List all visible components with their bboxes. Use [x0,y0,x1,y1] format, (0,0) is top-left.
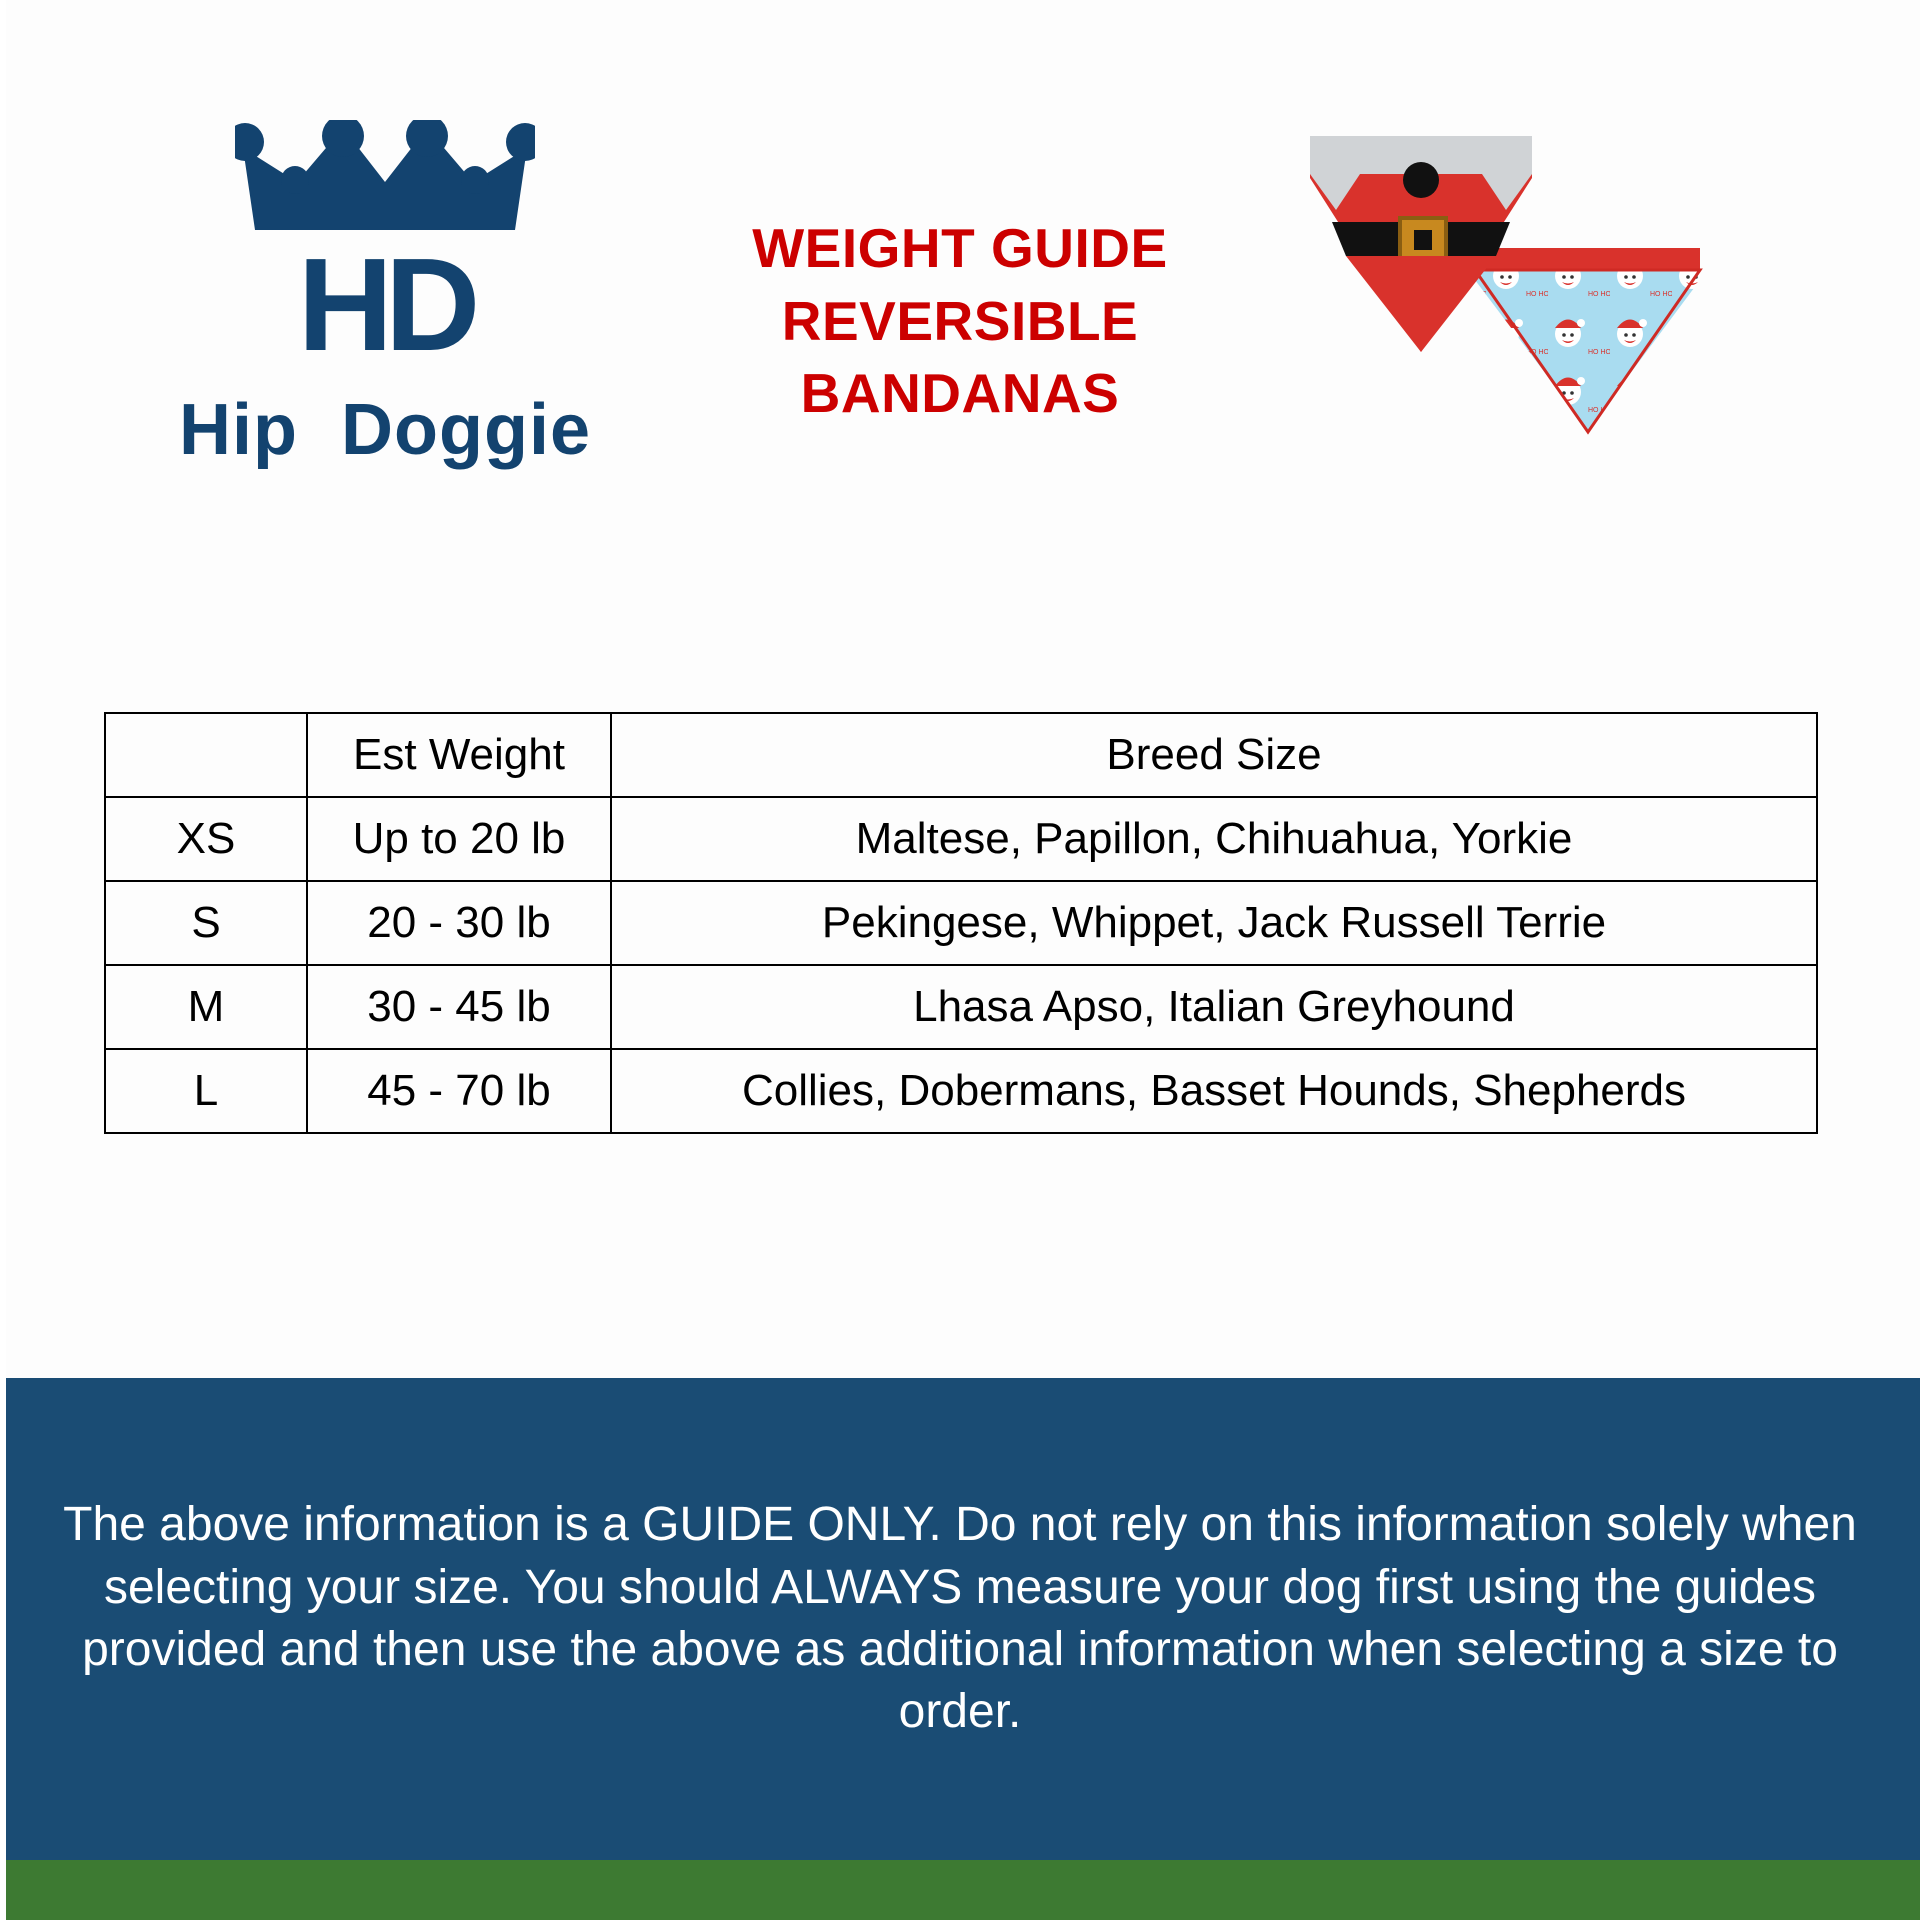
size-table-wrapper [104,712,1818,1134]
cell-breed: Lhasa Apso, Italian Greyhound [611,965,1817,1049]
brand-logo [140,120,630,471]
cell-breed: Maltese, Papillon, Chihuahua, Yorkie [611,797,1817,881]
cell-breed: Pekingese, Whippet, Jack Russell Terrie [611,881,1817,965]
cell-weight: 20 - 30 lb [307,881,611,965]
table-row [105,1049,1817,1133]
cell-size: S [105,881,307,965]
cell-weight: Up to 20 lb [307,797,611,881]
bandana-reverse-side [1475,248,1700,432]
footer-accent-bar [0,1860,1920,1920]
cell-breed: Collies, Dobermans, Basset Hounds, Shepherds [611,1049,1817,1133]
disclaimer-text: The above information is a GUIDE ONLY. Do not rely on this information solely when selecting your size. You should ALWAYS measure your dog first using the guides provided and then use the above as additional information when selecting a size to order. [63,1498,1857,1739]
logo-monogram: HD [297,231,473,378]
brand-name-part2: Doggie [341,390,591,470]
table-row [105,797,1817,881]
size-table [104,712,1818,1134]
table-row [105,965,1817,1049]
bandana-front-side [1310,136,1532,352]
header-section [0,0,1920,560]
cell-size: XS [105,797,307,881]
header-cell-breed: Breed Size [611,713,1817,797]
header-cell-size [105,713,307,797]
crown-icon [140,120,630,245]
cell-weight: 30 - 45 lb [307,965,611,1049]
cell-size: M [105,965,307,1049]
left-edge-margin [0,0,6,1920]
page-title [660,212,1260,430]
title-line-2: REVERSIBLE [781,289,1139,352]
brand-name-part1: Hip [179,390,298,470]
title-line-3: BANDANAS [800,362,1120,425]
cell-weight: 45 - 70 lb [307,1049,611,1133]
table-header-row [105,713,1817,797]
table-row [105,881,1817,965]
header-cell-weight: Est Weight [307,713,611,797]
disclaimer-banner [0,1378,1920,1860]
title-line-1: WEIGHT GUIDE [752,217,1168,279]
cell-size: L [105,1049,307,1133]
product-illustration [1300,130,1780,550]
brand-name [140,389,630,471]
